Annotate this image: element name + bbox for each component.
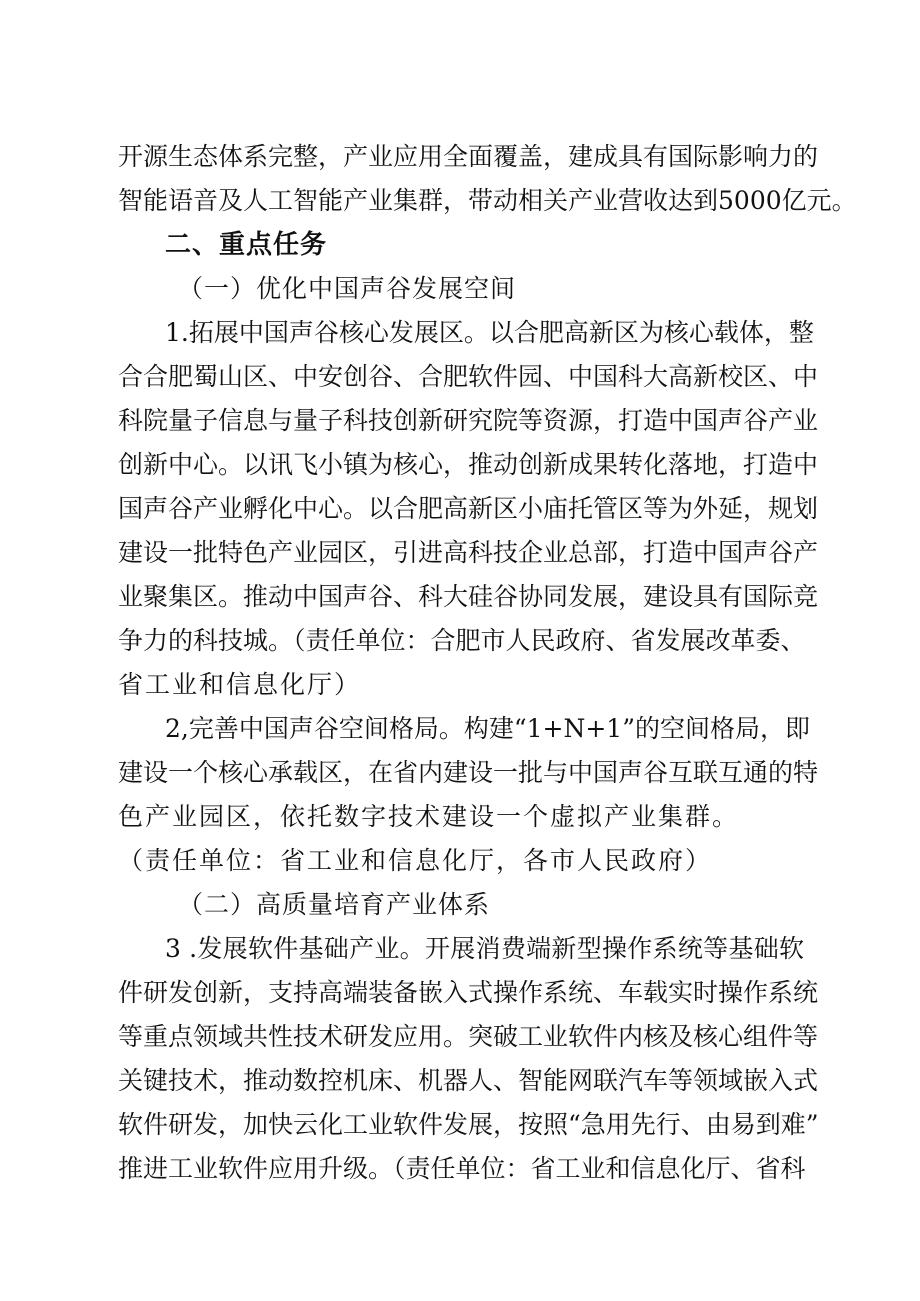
paragraph-line: 件研发创新，支持高端装备嵌入式操作系统、车载实时操作系统 [118, 978, 819, 1007]
paragraph-line: 创新中心。以讯飞小镇为核心，推动创新成果转化落地，打造中 [118, 450, 819, 479]
subsection-heading: （一）优化中国声谷发展空间 [178, 274, 517, 303]
paragraph-line: 推进工业软件应用升级。（责任单位：省工业和信息化厅、省科 [118, 1154, 806, 1183]
paragraph-line: 关键技术，推动数控机床、机器人、智能网联汽车等领域嵌入式 [118, 1066, 819, 1095]
paragraph-line: （责任单位：省工业和信息化厅，各市人民政府） [118, 846, 713, 875]
subsection-heading: （二）高质量培育产业体系 [178, 890, 491, 919]
paragraph-line: 建设一个核心承载区，在省内建设一批与中国声谷互联互通的特 [118, 758, 819, 787]
paragraph-line: 建设一批特色产业园区，引进高科技企业总部，打造中国声谷产 [118, 538, 819, 567]
paragraph-line: 智能语音及人工智能产业集群，带动相关产业营收达到5000亿元。 [118, 186, 857, 215]
paragraph-line: 合合肥蜀山区、中安创谷、合肥软件园、中国科大高新校区、中 [118, 362, 819, 391]
section-heading: 二、重点任务 [165, 230, 328, 260]
paragraph-line: 2,完善中国声谷空间格局。构建“1+N+1”的空间格局，即 [165, 714, 810, 743]
paragraph-line: 科院量子信息与量子科技创新研究院等资源，打造中国声谷产业 [118, 406, 819, 435]
paragraph-line: 开源生态体系完整，产业应用全面覆盖，建成具有国际影响力的 [118, 142, 819, 171]
paragraph-line: 争力的科技城。（责任单位：合肥市人民政府、省发展改革委、 [118, 626, 806, 655]
paragraph-line: 国声谷产业孵化中心。以合肥高新区小庙托管区等为外延，规划 [118, 494, 819, 523]
paragraph-line: 3 .发展软件基础产业。开展消费端新型操作系统等基础软 [165, 934, 804, 963]
paragraph-line: 省工业和信息化厅） [118, 670, 362, 699]
paragraph-line: 1.拓展中国声谷核心发展区。以合肥高新区为核心载体，整 [165, 318, 814, 347]
paragraph-line: 业聚集区。推动中国声谷、科大硅谷协同发展，建设具有国际竞 [118, 582, 819, 611]
paragraph-line: 等重点领域共性技术研发应用。突破工业软件内核及核心组件等 [118, 1022, 819, 1051]
paragraph-line: 色产业园区，依托数字技术建设一个虚拟产业集群。 [118, 802, 740, 831]
paragraph-line: 软件研发，加快云化工业软件发展，按照“急用先行、由易到难” [118, 1110, 819, 1139]
